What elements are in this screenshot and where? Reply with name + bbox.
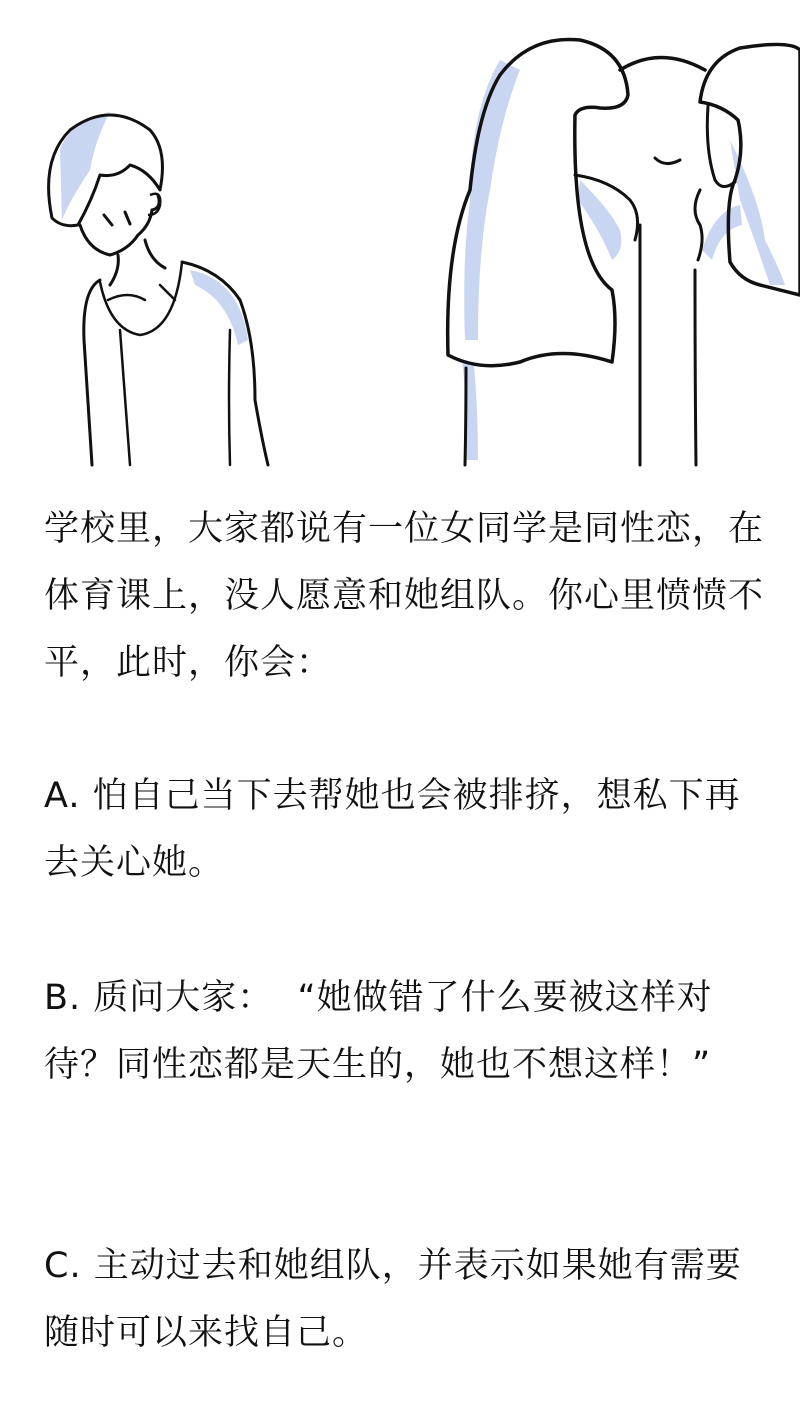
girls-figure [448,39,800,465]
option-a[interactable] [44,763,764,897]
hair-shade-mid [578,180,621,260]
right-girl-face [707,106,735,187]
option-b-text: B. 质问大家： “她做错了什么要被这样对待？同性恋都是天生的，她也不想这样！” [44,978,713,1085]
body-lines [465,225,696,465]
right-girl-hair [700,44,800,295]
option-a-text: A. 怕自己当下去帮她也会被排挤，想私下再去关心她。 [44,776,741,883]
option-c-text: C. 主动过去和她组队，并表示如果她有需要随时可以来找自己。 [44,1246,742,1353]
option-c[interactable] [44,1233,764,1367]
option-b[interactable] [44,965,764,1099]
center-head [620,58,705,71]
boy-figure [49,112,268,465]
center-smile [655,158,680,164]
body-shade-right [702,205,742,260]
boy-hair-shade [60,112,110,220]
question-intro [44,496,764,697]
boy-shoulder-shade [190,270,248,345]
hair-shade-left [464,60,520,340]
illustration [0,0,800,470]
boy-eye2 [125,212,130,224]
boy-eye [104,215,112,225]
boy-neck [110,240,165,285]
intro-text: 学校里，大家都说有一位女同学是同性恋，在体育课上，没人愿意和她组队。你心里愤愤不平，此时，你会： [44,509,765,683]
